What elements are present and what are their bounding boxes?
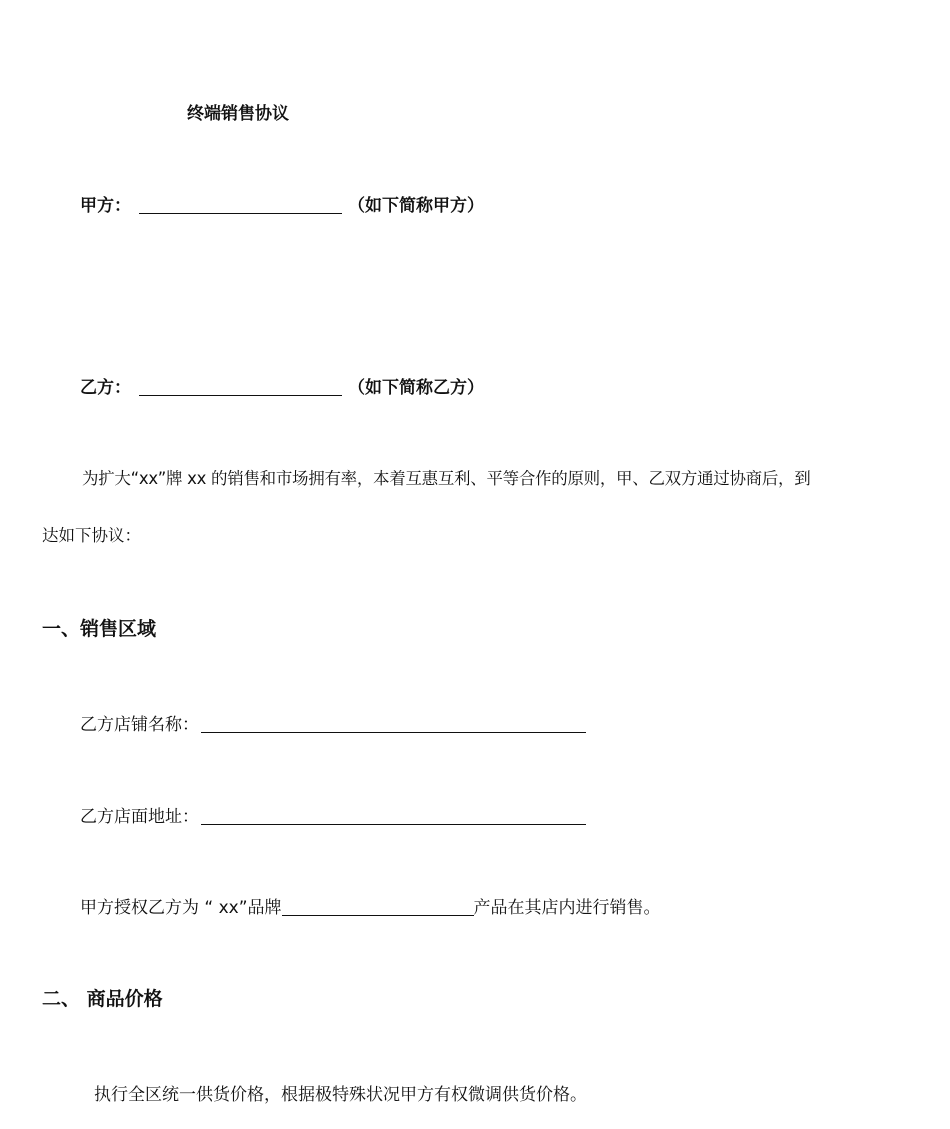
store-address-line (80, 805, 586, 829)
party-b-label: 乙方： (80, 378, 131, 398)
party-b-blank[interactable] (139, 378, 342, 396)
authorization-prefix: 甲方授权乙方为 “ xx”品牌 (80, 898, 282, 918)
intro-line-1: 为扩大“xx”牌 xx 的销售和市场拥有率，本着互惠互利、平等合作的原则，甲、乙双方通过协商后，到 (82, 469, 811, 488)
party-b-line (80, 376, 484, 400)
intro-line-2: 达如下协议： (42, 526, 141, 545)
section-2-heading: 二、 商品价格 (42, 988, 163, 1010)
party-b-suffix: （如下简称乙方） (348, 378, 484, 398)
store-name-blank[interactable] (201, 715, 586, 733)
store-name-line (80, 713, 586, 737)
product-blank[interactable] (282, 898, 474, 916)
party-a-blank[interactable] (139, 196, 342, 214)
store-address-label: 乙方店面地址： (80, 807, 199, 827)
party-a-label: 甲方： (80, 196, 131, 216)
authorization-suffix: 产品在其店内进行销售。 (473, 898, 661, 918)
store-address-blank[interactable] (201, 807, 586, 825)
authorization-line (80, 896, 661, 920)
section-2-text: 执行全区统一供货价格，根据极特殊状况甲方有权微调供货价格。 (94, 1085, 587, 1105)
section-1-heading: 一、销售区域 (42, 618, 157, 640)
party-a-suffix: （如下简称甲方） (348, 196, 484, 216)
store-name-label: 乙方店铺名称： (80, 715, 199, 735)
party-a-line (80, 194, 484, 218)
document-title: 终端销售协议 (187, 104, 289, 124)
